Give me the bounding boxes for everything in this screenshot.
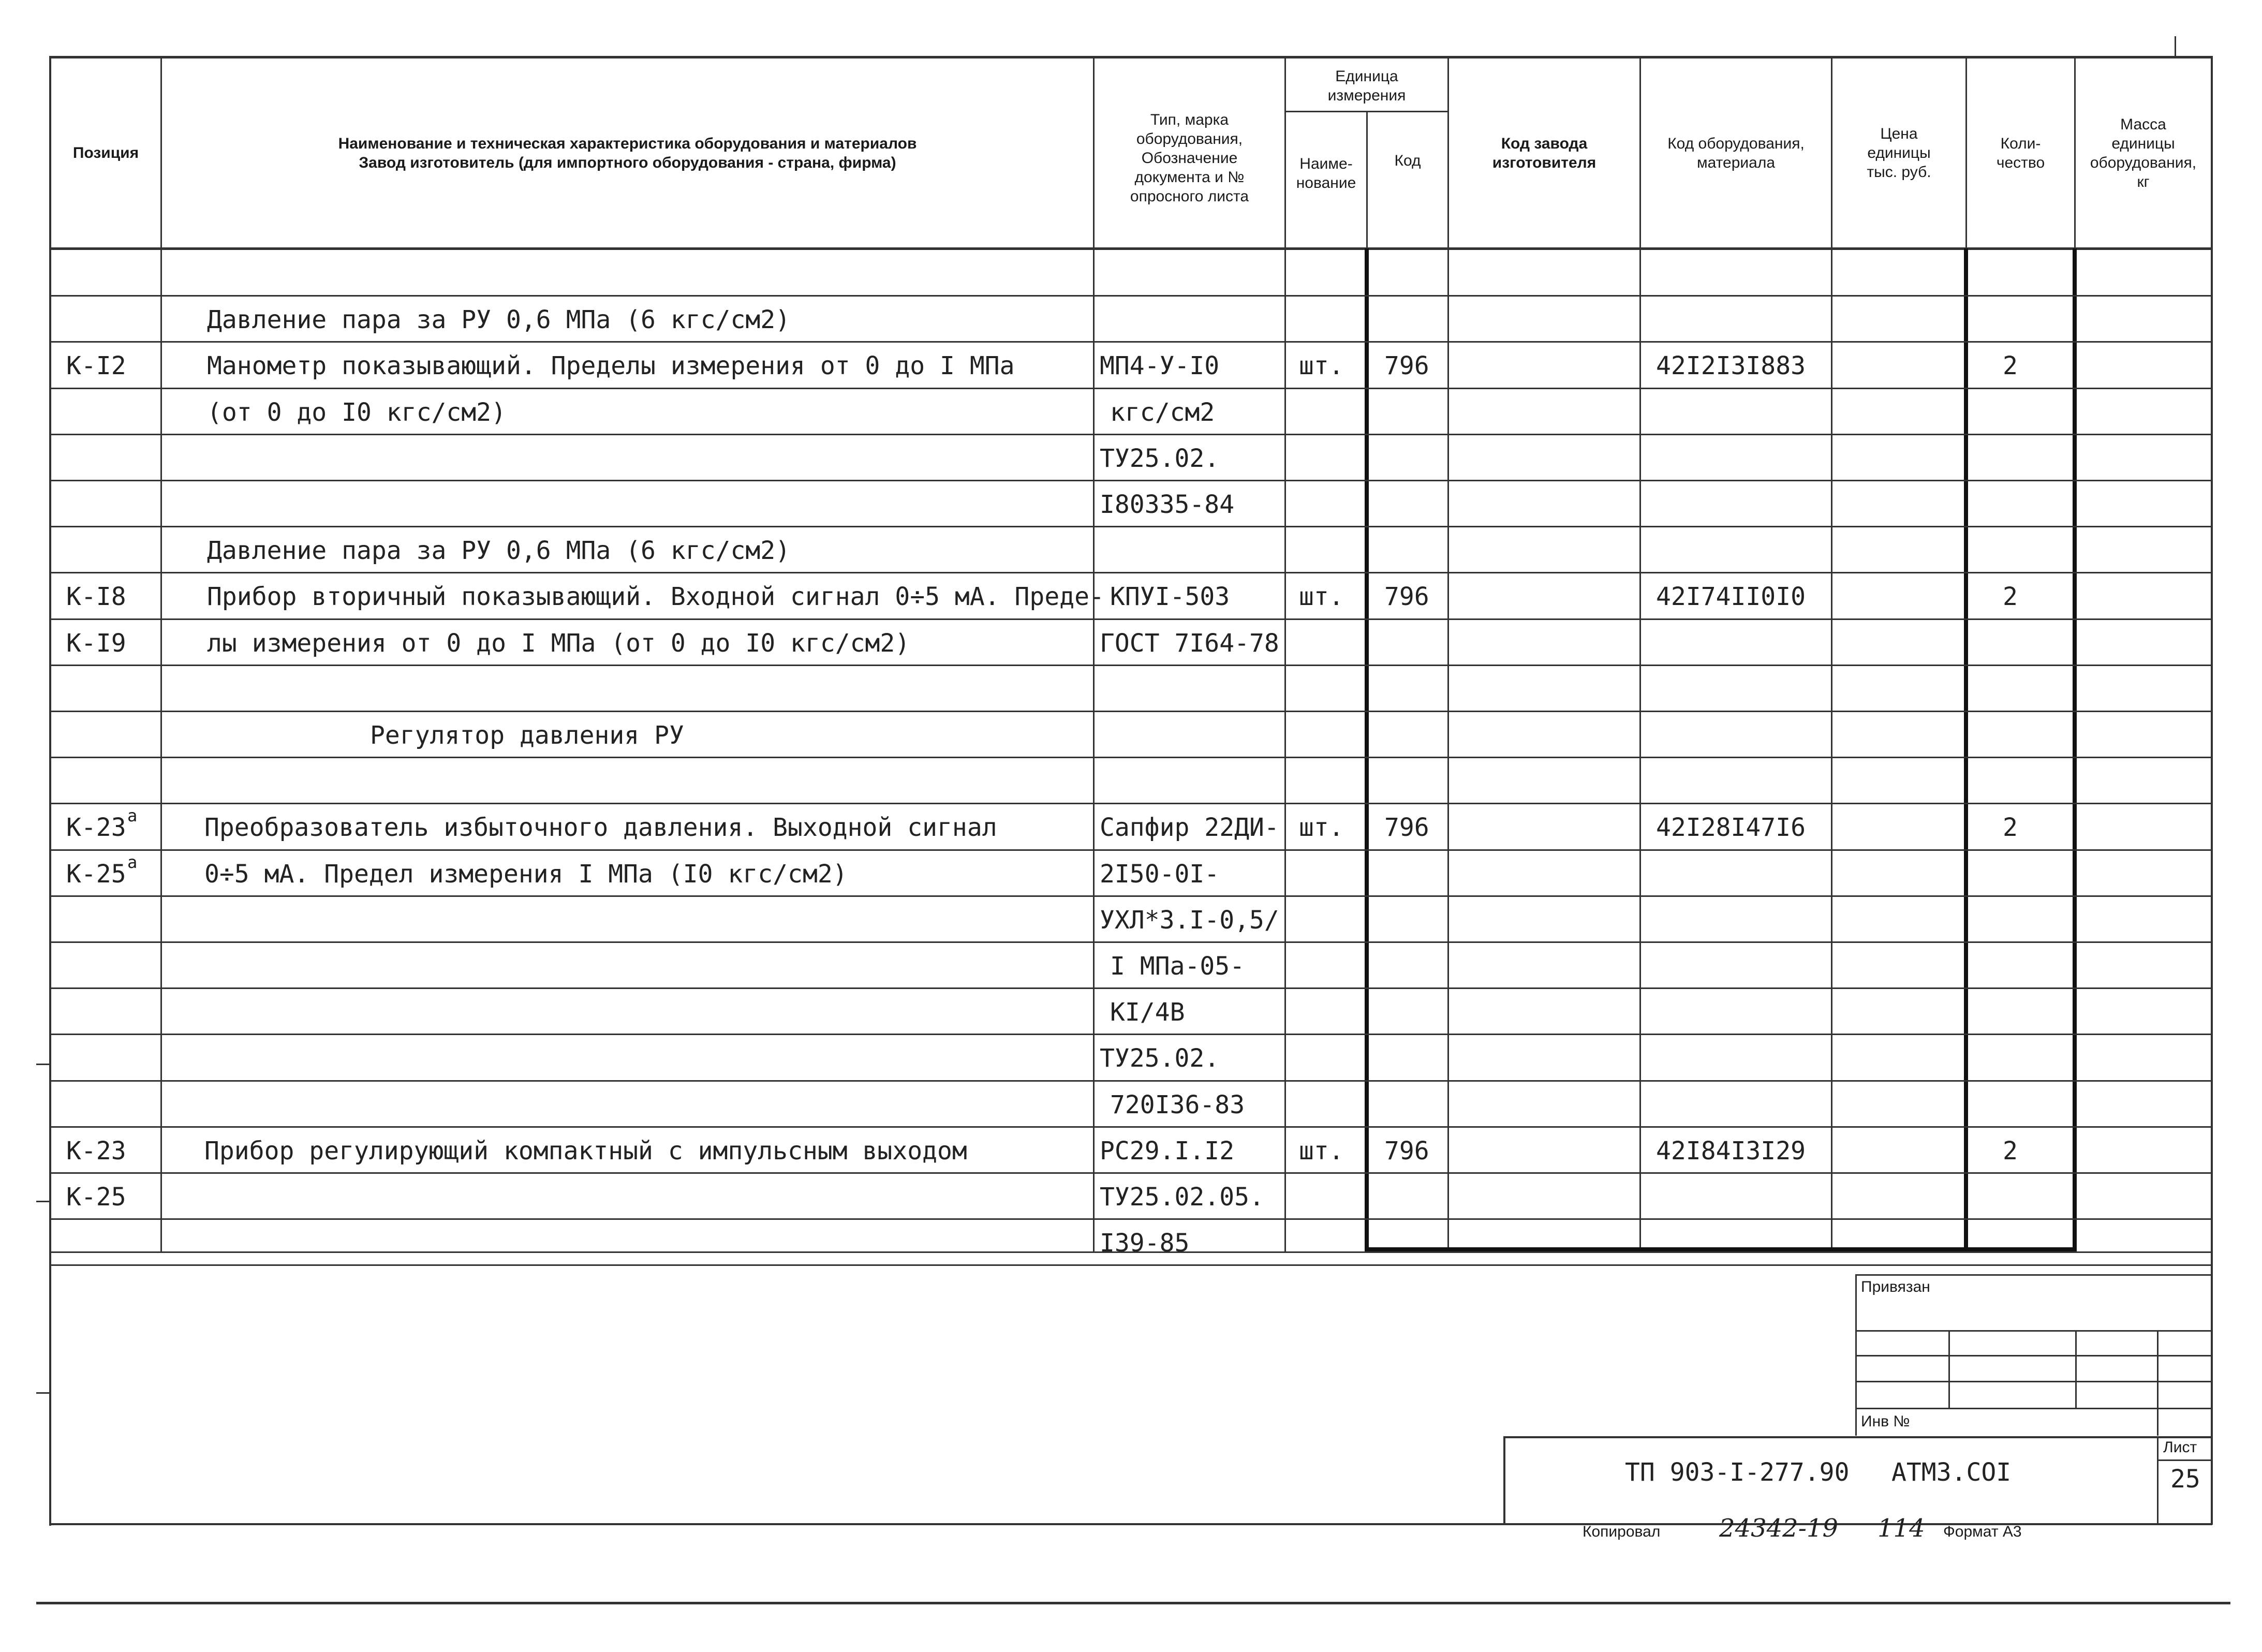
stamp-doc-top [1503, 1436, 2212, 1438]
copied-page: 114 [1877, 1514, 1925, 1543]
left-tick-1 [36, 1064, 51, 1065]
sheet-number: 25 [2170, 1465, 2200, 1494]
header-qty-line-1: чество [1996, 154, 2045, 171]
stamp-linked-row2 [1855, 1355, 2212, 1356]
stamp-linked-label: Привязан [1861, 1278, 1930, 1295]
cell-name: Давление пара за РУ 0,6 МПа (6 кгс/см2) [207, 536, 791, 566]
header-type-line-4: опросного листа [1130, 187, 1249, 205]
header-unit-group-line-1: измерения [1327, 86, 1406, 104]
cell-type: КПУI-503 [1110, 582, 1230, 612]
stamp-linked-col1 [1948, 1330, 1950, 1408]
cell-unit: шт. [1299, 1136, 1344, 1166]
cell-type: I80335-84 [1100, 490, 1235, 519]
header-type-line-1: оборудования, [1136, 130, 1243, 148]
sheet-label: Лист [2163, 1439, 2197, 1456]
cell-qty: 2 [2003, 1136, 2018, 1166]
header-name-line1: Наименование и техническая характеристика оборудования и материалов [338, 135, 917, 152]
header-factory-line-1: изготовителя [1492, 154, 1596, 171]
page-bottom-rule [36, 1602, 2230, 1604]
stamp-sheet-divider [2157, 1459, 2212, 1461]
stamp-linked-col2 [2075, 1330, 2077, 1408]
cell-unit: шт. [1299, 813, 1344, 843]
cell-qty: 2 [2003, 351, 2018, 381]
cell-equip: 42I84I3I29 [1656, 1136, 1806, 1166]
cell-name: Манометр показывающий. Пределы измерения от 0 до I МПа [207, 351, 1015, 381]
cell-code: 796 [1384, 582, 1429, 612]
cell-type: 720I36-83 [1110, 1090, 1245, 1119]
format-label: Формат А3 [1943, 1523, 2022, 1540]
doc-code: АТМ3.СОI [1891, 1458, 2012, 1487]
row-divider [51, 480, 2211, 481]
header-position [51, 58, 160, 247]
cell-code: 796 [1384, 1136, 1429, 1166]
header-equip-code [1641, 58, 1831, 247]
cell-name: лы измерения от 0 до I МПа (от 0 до I0 кгс/см2) [207, 628, 910, 658]
cell-name: Прибор вторичный показывающий. Входной сигнал 0÷5 мА. Преде- [207, 582, 1104, 612]
row-divider [51, 1080, 2211, 1082]
cell-name: Регулятор давления РУ [370, 721, 684, 750]
cell-type: РС29.I.I2 [1100, 1136, 1235, 1166]
header-qty [1967, 58, 2074, 247]
cell-type: I МПа-05- [1110, 952, 1245, 981]
col-line-left [49, 56, 51, 1526]
cell-type: ТУ25.02. [1100, 1044, 1220, 1073]
cell-pos: К-23 [66, 813, 126, 843]
row-divider [51, 388, 2211, 389]
header-qty-line-0: Коли- [2000, 135, 2041, 152]
header-mass-line-2: оборудования, [2090, 154, 2197, 171]
row-divider [51, 341, 2211, 343]
header-mass [2076, 58, 2211, 247]
header-name [162, 58, 1093, 247]
header-price-line-2: тыс. руб. [1867, 164, 1931, 181]
header-type-line-0: Тип, марка [1150, 111, 1229, 128]
left-tick-3 [36, 1392, 51, 1394]
header-price-line-1: единицы [1867, 144, 1931, 161]
header-factory-line-0: Код завода [1501, 135, 1588, 152]
pos-superscript: а [127, 806, 138, 826]
stamp-inv-label: Инв № [1861, 1413, 1910, 1430]
copied-label: Копировал [1583, 1523, 1661, 1540]
row-divider [51, 941, 2211, 943]
row-divider [51, 987, 2211, 989]
stamp-linked-col3 [2157, 1330, 2158, 1436]
cell-name: Преобразователь избыточного давления. Выходной сигнал [204, 813, 997, 843]
cell-code: 796 [1384, 351, 1429, 381]
header-unit-name [1286, 135, 1366, 212]
doc-number: ТП 903-I-277.90 [1625, 1458, 1850, 1487]
col-line-right [2211, 56, 2213, 1525]
stamp-doc-left [1503, 1436, 1505, 1524]
header-equip-line-1: материала [1696, 154, 1776, 171]
cell-type: ТУ25.02.05. [1100, 1183, 1264, 1212]
header-name-line2: Завод изготовитель (для импортного оборудования - страна, фирма) [359, 154, 896, 171]
cell-equip: 42I74II0I0 [1656, 582, 1806, 612]
header-unit-code [1368, 135, 1447, 186]
cell-name: Прибор регулирующий компактный с импульсным выходом [204, 1136, 967, 1166]
header-price [1832, 58, 1965, 247]
cell-type: 2I50-0I- [1100, 859, 1220, 889]
cell-type: УХЛ*3.I-0,5/ [1100, 905, 1279, 935]
col-line-qty-thick [2073, 248, 2077, 1251]
header-bottom-border [49, 247, 2212, 250]
header-type-line-3: документа и № [1134, 168, 1245, 186]
bold-frame-bottom [1365, 1247, 2077, 1251]
header-mass-line-0: Масса [2120, 115, 2166, 133]
header-unit-name-line-0: Наиме- [1299, 155, 1353, 172]
cell-name: 0÷5 мА. Предел измерения I МПа (I0 кгс/см2) [204, 859, 848, 889]
row-divider [51, 1218, 2211, 1220]
copied-number: 24342-19 [1719, 1514, 1838, 1543]
stamp-linked-row3 [1855, 1381, 2212, 1382]
cell-pos: К-25 [66, 859, 126, 889]
cell-name: (от 0 до I0 кгс/см2) [207, 397, 506, 427]
cell-qty: 2 [2003, 582, 2018, 612]
cell-unit: шт. [1299, 351, 1344, 381]
header-unit-group-line-0: Единица [1335, 67, 1398, 85]
stamp-linked-row1 [1855, 1330, 2212, 1332]
left-tick-2 [36, 1201, 51, 1202]
cell-type: I39-85 [1100, 1229, 1190, 1258]
row-divider [51, 618, 2211, 620]
stamp-linked-top [1855, 1274, 2212, 1276]
cell-code: 796 [1384, 813, 1429, 843]
header-unit-code-label: Код [1394, 152, 1421, 169]
corner-mark [2175, 36, 2176, 57]
row-divider [51, 665, 2211, 666]
row-divider [51, 711, 2211, 712]
header-type-line-2: Обозначение [1141, 149, 1238, 167]
header-unit-group [1286, 61, 1447, 110]
header-price-line-0: Цена [1880, 125, 1918, 142]
cell-pos: К-25 [66, 1183, 126, 1212]
row-divider [51, 1264, 2211, 1266]
cell-pos: К-I8 [66, 582, 126, 612]
row-divider [51, 849, 2211, 851]
header-unit-name-line-1: нование [1296, 174, 1356, 191]
cell-pos: К-I2 [66, 351, 126, 381]
cell-type: Сапфир 22ДИ- [1100, 813, 1279, 843]
cell-equip: 42I2I3I883 [1656, 351, 1806, 381]
cell-type: ТУ25.02. [1100, 444, 1220, 473]
stamp-linked-row4 [1855, 1408, 2212, 1409]
row-divider [51, 572, 2211, 573]
header-mass-line-1: единицы [2111, 135, 2175, 152]
cell-type: кгс/см2 [1110, 397, 1215, 427]
col-line-type [1284, 56, 1286, 1251]
row-divider [51, 526, 2211, 527]
row-divider [51, 803, 2211, 804]
row-divider [51, 1034, 2211, 1035]
header-mass-line-3: кг [2137, 173, 2150, 190]
row-divider [51, 895, 2211, 897]
cell-equip: 42I28I47I6 [1656, 813, 1806, 843]
row-divider [51, 1126, 2211, 1128]
stamp-doc-sheet-left [2157, 1436, 2158, 1524]
cell-pos: К-I9 [66, 628, 126, 658]
cell-type: КI/4В [1110, 998, 1185, 1027]
cell-unit: шт. [1299, 582, 1344, 612]
cell-pos: К-23 [66, 1136, 126, 1166]
row-divider [51, 1172, 2211, 1174]
col-line-unitname-thick [1365, 248, 1369, 1251]
col-line-name [1093, 56, 1095, 1251]
row-divider [51, 434, 2211, 435]
row-divider [51, 295, 2211, 297]
header-position-label: Позиция [72, 144, 139, 161]
cell-type: МП4-У-I0 [1100, 351, 1220, 381]
header-factory-code [1449, 58, 1639, 247]
col-line-price-thick [1964, 248, 1968, 1251]
row-divider [51, 757, 2211, 758]
cell-type: ГОСТ 7I64-78 [1100, 628, 1279, 658]
cell-name: Давление пара за РУ 0,6 МПа (6 кгс/см2) [207, 305, 791, 335]
cell-qty: 2 [2003, 813, 2018, 843]
header-equip-line-0: Код оборудования, [1667, 135, 1805, 152]
pos-superscript: а [127, 852, 138, 872]
header-type [1095, 98, 1284, 217]
